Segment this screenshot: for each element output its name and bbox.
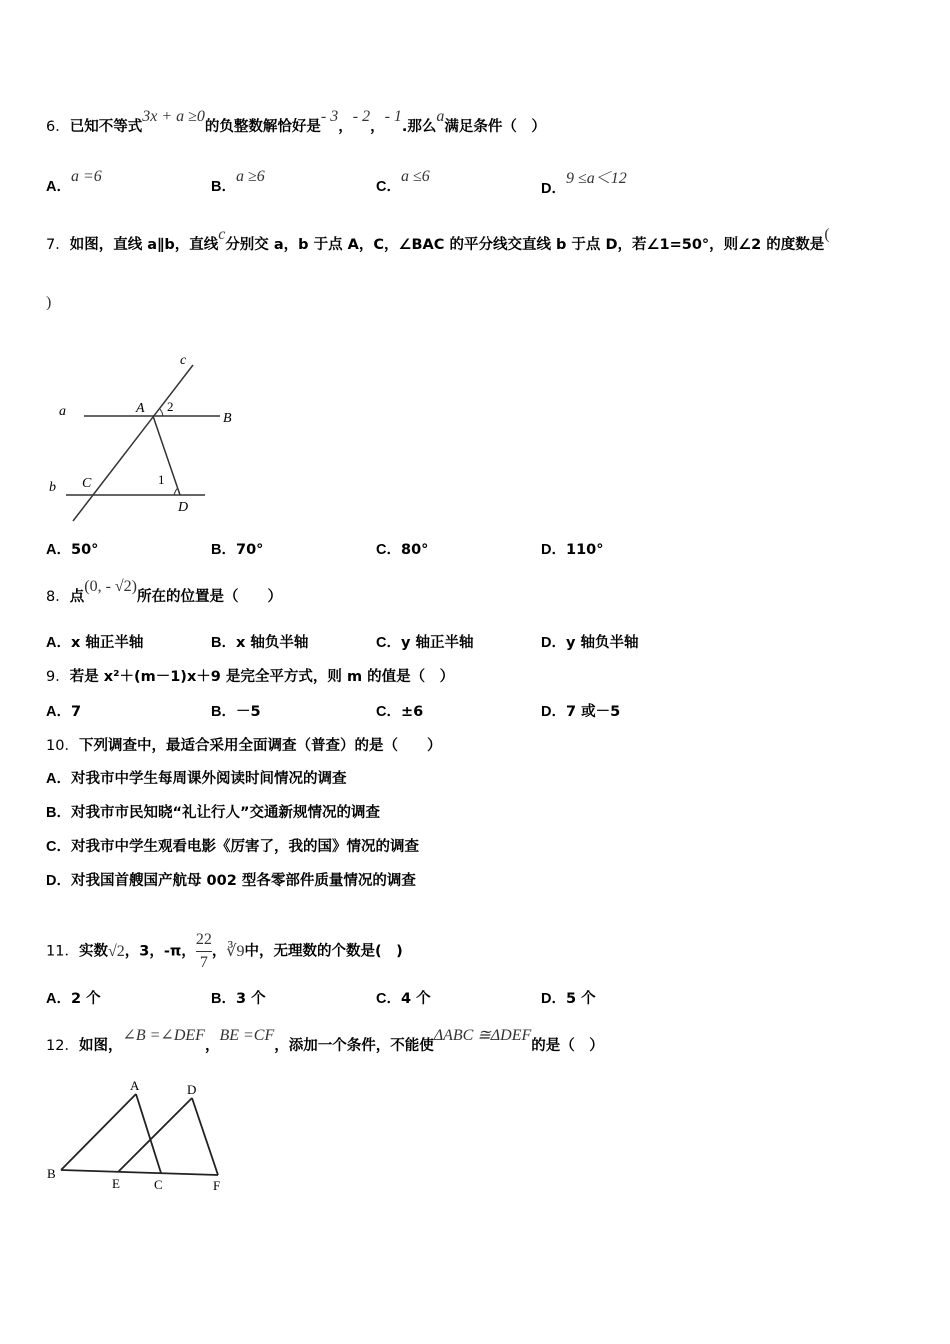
label-F: F [213,1178,221,1193]
option-text: 110° [565,542,604,558]
comma: ， [370,119,385,135]
segment-df [192,1098,218,1175]
q7-paren-close [46,294,51,312]
option-text: 4 个 [400,991,431,1007]
question-number: 8． [46,589,70,605]
q9-option-b [211,700,261,721]
q12-text-2: ， [204,1038,220,1054]
question-number: 6． [46,119,70,135]
q6-solution-3: - 1 [384,108,402,125]
fraction-numerator: 22 [196,929,212,952]
q7-variable: c [218,226,226,243]
option-text: 7 [70,704,82,720]
q7-option-b [211,538,263,559]
option-text: y 轴正半轴 [400,635,474,651]
option-text: a ≤6 [400,168,430,185]
q12-condition-3: ΔABC ≅ΔDEF [433,1027,532,1044]
option-label: D． [541,635,566,651]
option-label: C． [376,542,401,558]
label-a: a [59,404,66,419]
fraction-denominator: 7 [199,954,208,971]
comma: ， [338,119,353,135]
angle-1-arc [174,488,178,495]
option-text: 对我市中学生观看电影《厉害了，我的国》情况的调查 [70,839,419,855]
option-label: C． [376,991,401,1007]
label-D: D [178,500,189,515]
q6-text-1: 已知不等式 [69,119,143,135]
option-text: 对我市市民知晓“礼让行人”交通新规情况的调查 [70,805,381,821]
option-text: 5 个 [565,991,596,1007]
q7-stem [46,226,830,254]
q6-text-2: 的负整数解恰好是 [204,119,321,135]
q6-option-c [376,168,430,196]
segment-bf [61,1170,218,1175]
question-number: 11． [46,943,79,960]
label-A: A [136,401,145,416]
q11-cbrt9: ∛9 [226,942,245,960]
q11-option-c [376,987,431,1008]
option-text: ±6 [400,704,424,720]
q10-text: 下列调查中，最适合采用全面调查（普查）的是（ ） [78,738,442,754]
q12-text-4: 的是（ ） [531,1038,604,1054]
label-c: c [180,353,187,368]
q8-option-d [541,631,638,652]
q7-text-1: 如图，直线 a∥b，直线 [69,237,219,253]
option-label: A． [46,179,71,195]
q7-figure [40,345,260,530]
option-label: C． [46,839,71,855]
q10-option-d [46,869,416,890]
q7-option-c [376,538,428,559]
line-c [73,365,193,521]
q6-solution-2: - 2 [352,108,371,125]
q12-condition-2: BE =CF [219,1027,275,1044]
q6-option-a [46,168,102,196]
question-number: 9． [46,669,70,685]
label-2: 2 [167,399,174,414]
q9-stem [46,665,454,686]
q6-solution-1: - 3 [320,108,339,125]
angle-2-arc [160,409,163,416]
q6-text-3: .那么 [401,119,437,135]
q11-sqrt2: √2 [107,942,125,960]
q6-text-4: 满足条件（ ） [444,119,546,135]
option-label: D． [541,542,566,558]
option-label: B． [46,805,71,821]
q6-option-d [541,170,627,198]
option-label: D． [541,181,566,197]
q6-variable: a [436,108,445,125]
q10-option-a [46,767,346,788]
q8-text-2: 所在的位置是（ ） [137,589,282,605]
option-label: A． [46,991,71,1007]
q6-option-b [211,168,265,196]
option-text: a =6 [70,168,102,185]
option-label: C． [376,635,401,651]
q8-option-b [211,631,308,652]
q12-text-1: 如图， [78,1038,123,1054]
option-text: x 轴负半轴 [235,635,309,651]
option-text: 3 个 [235,991,266,1007]
q8-option-a [46,631,143,652]
q12-figure [40,1075,240,1195]
q6-stem [46,108,546,136]
q8-stem [46,578,282,606]
q7-option-a [46,538,98,559]
label-B: B [223,411,232,426]
q12-text-3: ，添加一个条件，不能使 [274,1038,434,1054]
option-label: D． [46,873,71,889]
option-label: B． [211,542,236,558]
question-number: 10． [46,738,79,754]
q6-inequality: 3x + a ≥0 [142,108,205,125]
option-label: A． [46,635,71,651]
q8-option-c [376,631,473,652]
option-label: A． [46,704,71,720]
q8-point: (0, - √2) [84,578,137,595]
option-text: 80° [400,542,429,558]
q11-stem [46,929,403,974]
option-text: 50° [70,542,99,558]
q7-text-2: 分别交 a，b 于点 A，C，∠BAC 的平分线交直线 b 于点 D，若∠1=50°，则∠2 的度数是 [225,237,825,253]
q9-text: 若是 x²＋(m－1)x＋9 是完全平方式，则 m 的值是（ ） [69,669,455,685]
option-label: C． [376,704,401,720]
label-C: C [154,1177,163,1192]
option-label: C． [376,179,401,195]
q9-option-c [376,700,423,721]
option-text: 7 或－5 [565,704,621,720]
q10-option-b [46,801,380,822]
option-text: y 轴负半轴 [565,635,639,651]
q11-option-a [46,987,101,1008]
option-text: 2 个 [70,991,101,1007]
q11-text-4: 中，无理数的个数是( ) [244,943,403,960]
q12-stem [46,1027,604,1055]
q9-option-d [541,700,620,721]
q11-text-1: 实数 [78,943,108,960]
q12-condition-1: ∠B =∠DEF [122,1027,205,1044]
q10-option-c [46,835,419,856]
q7-option-d [541,538,604,559]
option-text: 对我市中学生每周课外阅读时间情况的调查 [70,771,347,787]
q10-stem [46,734,441,755]
question-number: 12． [46,1038,79,1054]
option-label: B． [211,635,236,651]
option-label: B． [211,991,236,1007]
option-label: D． [541,991,566,1007]
question-number: 7． [46,237,70,253]
q11-text-2: ，3，-π， [124,943,196,960]
segment-de [118,1098,192,1172]
q11-fraction [196,929,212,974]
option-text: 70° [235,542,264,558]
q11-option-b [211,987,266,1008]
option-text: 对我国首艘国产航母 002 型各零部件质量情况的调查 [70,873,416,889]
q11-text-3: ， [211,943,227,960]
segment-ab [61,1094,136,1170]
q8-text-1: 点 [69,589,85,605]
q11-option-d [541,987,596,1008]
option-text: x 轴正半轴 [70,635,144,651]
label-E: E [112,1176,120,1191]
q9-option-a [46,700,81,721]
option-label: A． [46,542,71,558]
option-text: 9 ≤a＜12 [565,170,627,187]
option-label: D． [541,704,566,720]
label-B: B [47,1166,56,1181]
q7-paren-open: ( [824,226,830,243]
label-A: A [130,1078,140,1093]
label-b: b [49,480,56,495]
label-D: D [187,1082,197,1097]
label-1: 1 [158,472,165,487]
paren: ) [46,294,52,311]
option-label: B． [211,704,236,720]
label-C: C [82,476,92,491]
option-text: －5 [235,704,261,720]
option-label: A． [46,771,71,787]
option-text: a ≥6 [235,168,265,185]
option-label: B． [211,179,236,195]
